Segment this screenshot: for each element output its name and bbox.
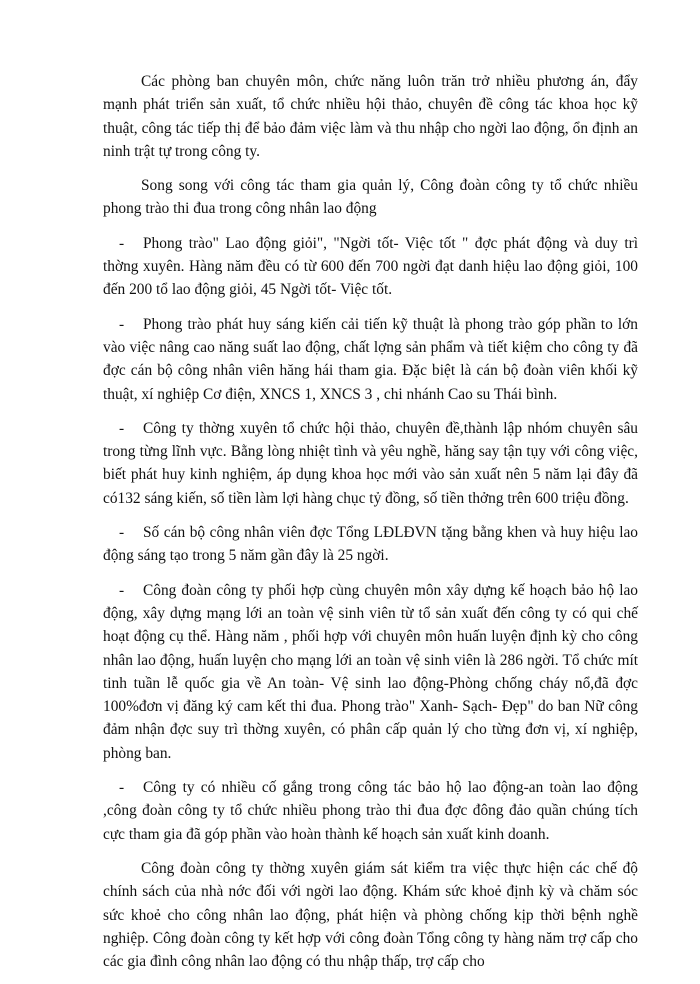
- document-body: [103, 70, 638, 984]
- bullet-text: Công ty thờng xuyên tổ chức hội thảo, chuyên đề,thành lập nhóm chuyên sâu trong từng lĩnh vực. Bằng lòng nhiệt tình và yêu nghề, hăng say tận tụy với công việc, biết phát huy kinh nghiệm, áp dụng khoa học mới vào sản xuất nên 5 năm lại đây đã có132 sáng kiến, số tiền làm lợi hàng chục tỷ đồng, số tiền thởng trên 600 triệu đồng.: [103, 419, 638, 507]
- bullet-marker: -: [119, 581, 125, 599]
- bullet-text: Số cán bộ công nhân viên đợc Tổng LĐLĐVN tặng bằng khen và huy hiệu lao động sáng tạo trong 5 năm gần đây là 25 ngời.: [103, 524, 638, 565]
- bullet-text: Công đoàn công ty phối hợp cùng chuyên môn xây dựng kế hoạch bảo hộ lao động, xây dựng mạng lới an toàn vệ sinh viên từ tổ sản xuất đến công ty có qui chế hoạt động cụ thể. Hàng năm , phối hợp với chuyên môn huấn luyện định kỳ cho công nhân lao động, huấn luyện cho mạng lới an toàn vệ sinh viên là 286 ngời. Tổ chức mít tinh tuần lễ quốc gia về An toàn- Vệ sinh lao động-Phòng chống cháy nổ,đã đợc 100%đơn vị đăng ký cam kết thi đua. Phong trào" Xanh- Sạch- Đẹp" do ban Nữ công đảm nhận đợc suy trì thờng xuyên, có phân cấp quản lý cho từng đơn vị, xí nghiệp, phòng ban.: [103, 581, 638, 762]
- bullet-item: [103, 579, 638, 765]
- bullet-marker: -: [119, 315, 125, 333]
- bullet-marker: -: [119, 524, 125, 542]
- bullet-item: [103, 417, 638, 510]
- paragraph: Công đoàn công ty thờng xuyên giám sát kiểm tra việc thực hiện các chế độ chính sách của nhà nớc đối với ngời lao động. Khám sức khoẻ định kỳ và chăm sóc sức khoẻ cho công nhân lao động, phát hiện và phòng chống kịp thời bệnh nghề nghiệp. Công đoàn công ty kết hợp với công đoàn Tổng công ty hàng năm trợ cấp cho các gia đình công nhân lao động có thu nhập thấp, trợ cấp cho: [103, 859, 638, 971]
- bullet-item: [103, 776, 638, 846]
- paragraph: Các phòng ban chuyên môn, chức năng luôn trăn trở nhiều phương án, đẩy mạnh phát triển sản xuất, tổ chức nhiều hội thảo, chuyên đề công tác khoa học kỹ thuật, công tác tiếp thị để bảo đảm việc làm và thu nhập cho ngời lao động, ổn định an ninh trật tự trong công ty.: [103, 73, 638, 160]
- bullet-text: Công ty có nhiều cố gắng trong công tác bảo hộ lao động-an toàn lao động ,công đoàn công ty tổ chức nhiều phong trào thi đua đợc đông đảo quần chúng tích cực tham gia đã góp phần vào hoàn thành kế hoạch sản xuất kinh doanh.: [103, 779, 638, 843]
- bullet-item: [103, 313, 638, 406]
- paragraph: Song song với công tác tham gia quản lý, Công đoàn công ty tổ chức nhiều phong trào thi đua trong công nhân lao động: [103, 177, 638, 218]
- bullet-text: Phong trào" Lao động giỏi", "Ngời tốt- Việc tốt " đợc phát động và duy trì thờng xuyên. Hàng năm đều có từ 600 đến 700 ngời đạt danh hiệu lao động giỏi, 100 đến 200 tổ lao động giỏi, 45 Ngời tốt- Việc tốt.: [103, 234, 638, 299]
- bullet-marker: -: [119, 234, 125, 252]
- bullet-text: Phong trào phát huy sáng kiến cải tiến kỹ thuật là phong trào góp phần to lớn vào việc nâng cao năng suất lao động, chất lợng sản phẩm và tiết kiệm cho công ty đã đợc cán bộ công nhân viên hăng hái tham gia. Đặc biệt là cán bộ đoàn viên khối kỹ thuật, xí nghiệp Cơ điện, XNCS 1, XNCS 3 , chi nhánh Cao su Thái bình.: [103, 315, 638, 403]
- bullet-marker: -: [119, 419, 125, 437]
- bullet-item: [103, 521, 638, 568]
- bullet-item: [103, 232, 638, 302]
- bullet-marker: -: [119, 779, 125, 797]
